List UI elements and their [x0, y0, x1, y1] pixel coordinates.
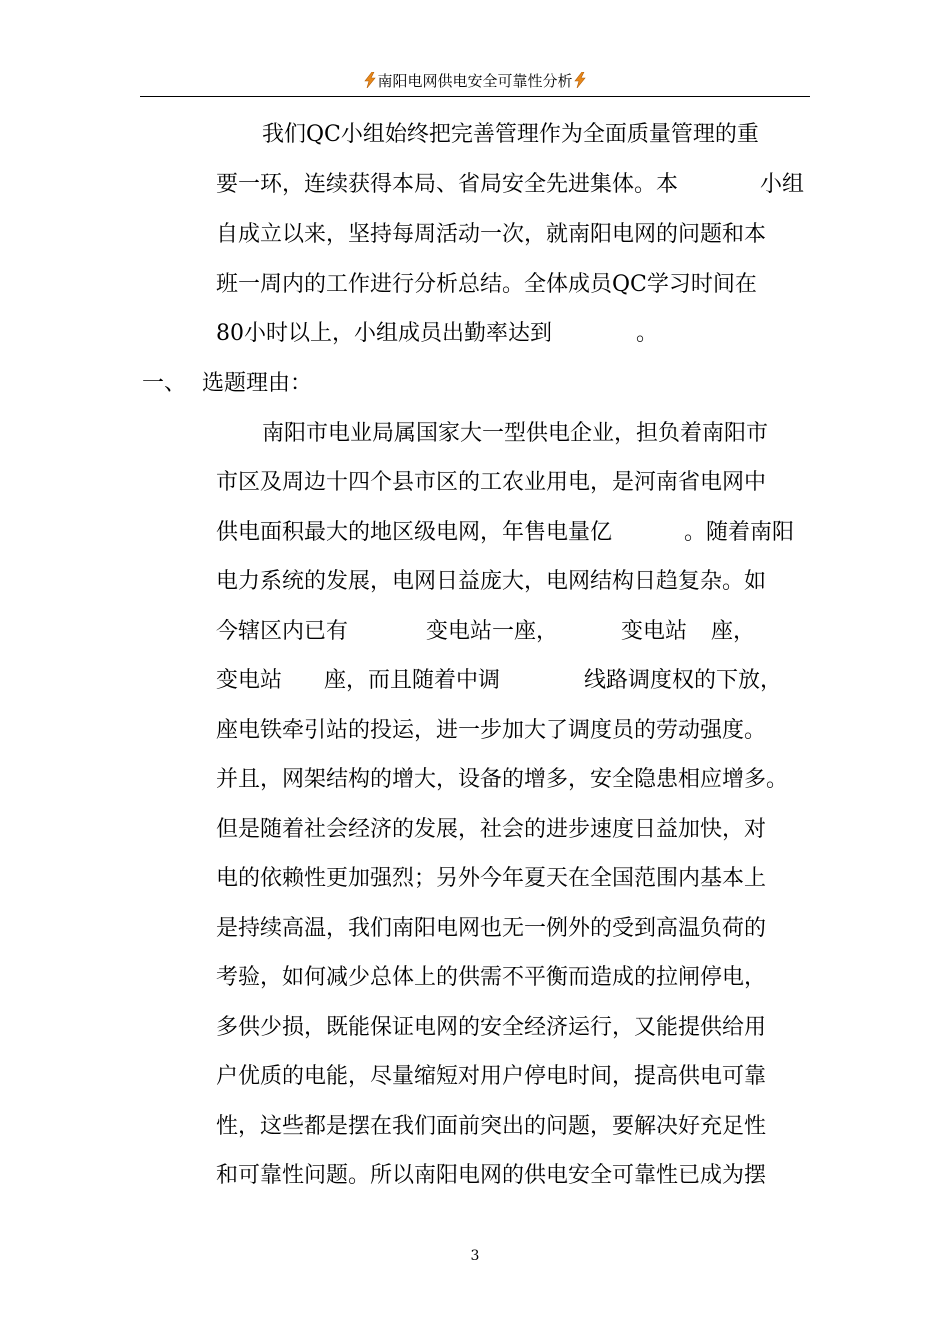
paragraph-line: 自成立以来，坚持每周活动一次，就南阳电网的问题和本	[216, 222, 767, 247]
paragraph-fragment: 变电站	[216, 668, 283, 693]
paragraph-line: 座电铁牵引站的投运，进一步加大了调度员的劳动强度。	[216, 718, 767, 743]
section-number: 一、	[142, 371, 187, 396]
paragraph-line: 多供少损，既能保证电网的安全经济运行，又能提供给用	[216, 1015, 767, 1040]
lightning-icon	[573, 68, 587, 84]
paragraph-fragment: 今辖区内已有	[216, 619, 349, 644]
lightning-icon	[363, 68, 377, 84]
running-header	[140, 66, 810, 96]
paragraph-line: 和可靠性问题。所以南阳电网的供电安全可靠性已成为摆	[216, 1163, 767, 1188]
paragraph-fragment: 变电站	[621, 619, 688, 644]
page-number: 3	[470, 1248, 480, 1264]
paragraph-line: 电力系统的发展，电网日益庞大，电网结构日趋复杂。如	[216, 569, 767, 594]
paragraph-fragment: 线路调度权的下放，	[584, 668, 783, 693]
paragraph-line: 南阳市电业局属国家大一型供电企业，担负着南阳市	[262, 421, 769, 446]
paragraph-fragment: 。随着南阳	[684, 520, 795, 545]
paragraph-fragment: 座，而且随着中调	[324, 668, 501, 693]
paragraph-line: 班一周内的工作进行分析总结。全体成员QC学习时间在	[216, 272, 757, 297]
paragraph-line: 要一环，连续获得本局、省局安全先进集体。本	[216, 172, 679, 197]
paragraph-line: 80小时以上，小组成员出勤率达到	[216, 321, 552, 346]
paragraph-line: 我们QC小组始终把完善管理作为全面质量管理的重	[262, 122, 759, 147]
paragraph-fragment: 小组	[760, 172, 805, 197]
paragraph-line: 考验，如何减少总体上的供需不平衡而造成的拉闸停电，	[216, 965, 767, 990]
paragraph-fragment: 。	[636, 321, 659, 346]
paragraph-line: 但是随着社会经济的发展，社会的进步速度日益加快，对	[216, 817, 767, 842]
section-title: 选题理由：	[202, 371, 313, 396]
paragraph-line: 性，这些都是摆在我们面前突出的问题，要解决好充足性	[216, 1114, 767, 1139]
paragraph-fragment: 供电面积最大的地区级电网，年售电量亿	[216, 520, 613, 545]
paragraph-line: 电的依赖性更加强烈；另外今年夏天在全国范围内基本上	[216, 866, 767, 891]
paragraph-line: 户优质的电能，尽量缩短对用户停电时间，提高供电可靠	[216, 1064, 767, 1089]
paragraph-line: 是持续高温，我们南阳电网也无一例外的受到高温负荷的	[216, 916, 767, 941]
paragraph-line: 并且，网架结构的增大，设备的增多，安全隐患相应增多。	[216, 767, 789, 792]
paragraph-fragment: 座，	[711, 619, 756, 644]
header-divider	[140, 96, 810, 97]
paragraph-fragment: 变电站一座，	[426, 619, 559, 644]
header-title: 南阳电网供电安全可靠性分析	[377, 72, 573, 90]
paragraph-line: 市区及周边十四个县市区的工农业用电，是河南省电网中	[216, 470, 767, 495]
